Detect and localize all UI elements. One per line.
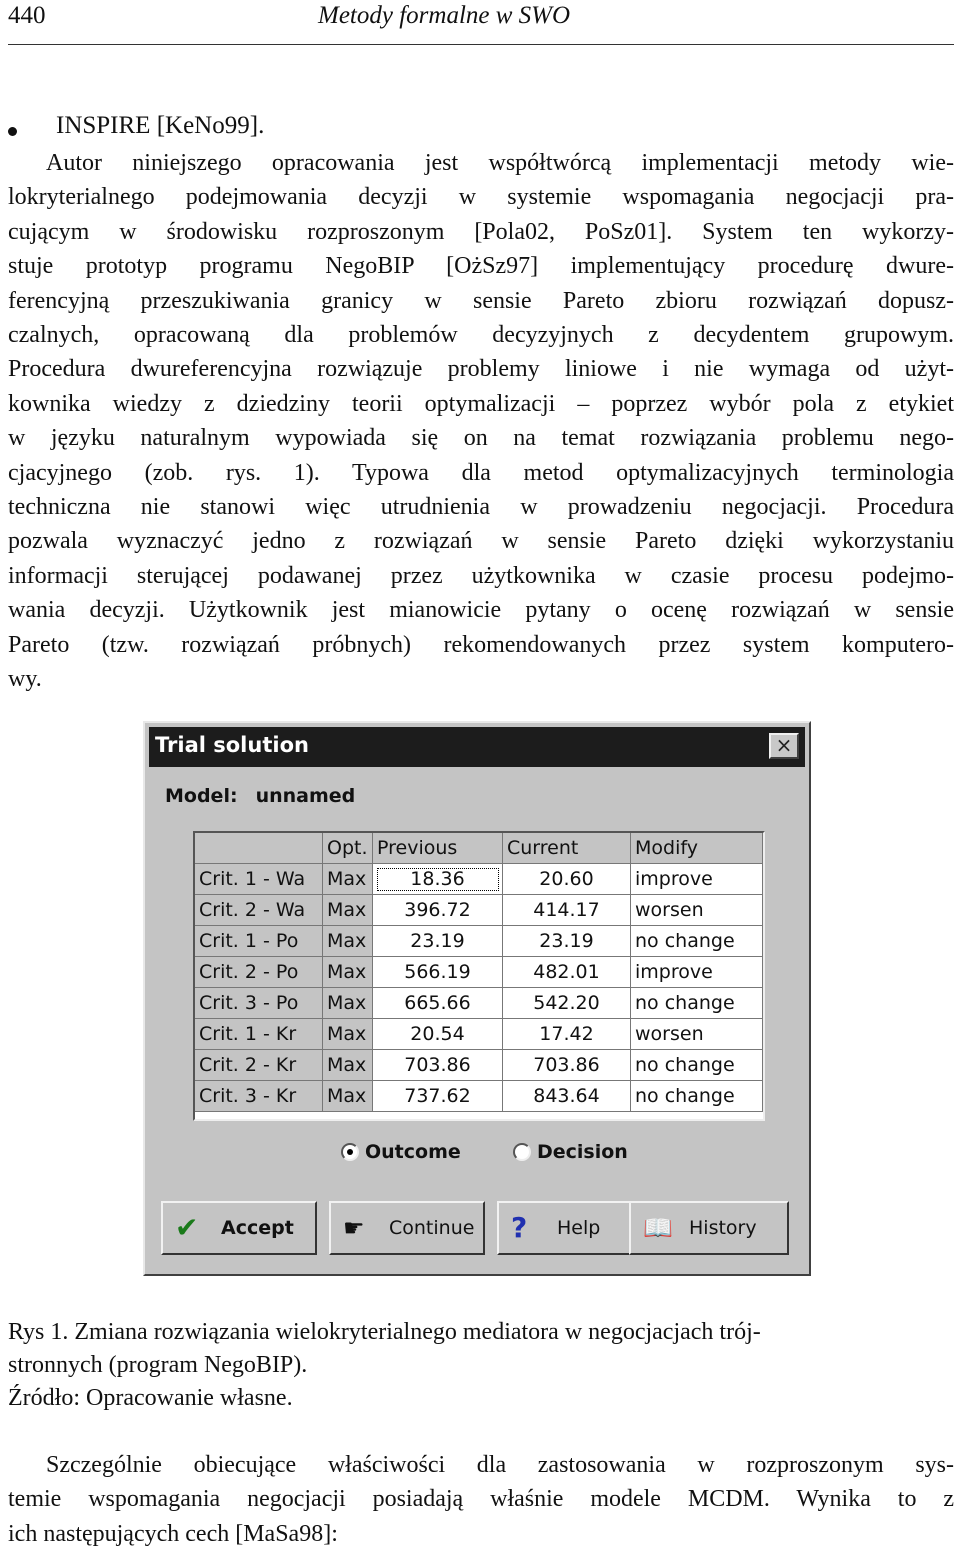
current-cell[interactable]: 482.01 <box>503 957 631 988</box>
accept-button[interactable] <box>161 1201 317 1255</box>
previous-cell[interactable]: 703.86 <box>373 1050 503 1081</box>
radio-empty-icon <box>513 1143 531 1161</box>
current-cell[interactable]: 703.86 <box>503 1050 631 1081</box>
criterion-cell[interactable]: Crit. 1 - Kr <box>195 1019 323 1050</box>
current-cell[interactable]: 17.42 <box>503 1019 631 1050</box>
radio-outcome[interactable] <box>341 1141 461 1163</box>
current-cell[interactable]: 843.64 <box>503 1081 631 1112</box>
running-title: Metody formalne w SWO <box>318 2 571 29</box>
radio-selected-icon <box>341 1143 359 1161</box>
criterion-cell[interactable]: Crit. 2 - Kr <box>195 1050 323 1081</box>
criterion-cell[interactable]: Crit. 1 - Wa <box>195 864 323 895</box>
dialog-title: Trial solution <box>155 733 309 757</box>
book-icon: 📖 <box>643 1214 673 1242</box>
previous-cell[interactable]: 396.72 <box>373 895 503 926</box>
column-header-current: Current <box>503 833 631 864</box>
previous-cell[interactable]: 665.66 <box>373 988 503 1019</box>
modify-cell[interactable]: no change <box>631 1081 763 1112</box>
criterion-cell[interactable]: Crit. 1 - Po <box>195 926 323 957</box>
column-header-criterion <box>195 833 323 864</box>
radio-outcome-label: Outcome <box>365 1141 461 1163</box>
paragraph-2 <box>8 1448 954 1551</box>
table-row[interactable] <box>195 1050 763 1081</box>
current-cell[interactable]: 23.19 <box>503 926 631 957</box>
help-label: Help <box>557 1217 601 1239</box>
history-button[interactable] <box>629 1201 789 1255</box>
model-line <box>165 785 355 807</box>
previous-cell[interactable]: 18.36 <box>373 864 503 895</box>
criterion-cell[interactable]: Crit. 2 - Po <box>195 957 323 988</box>
figure-caption <box>8 1316 954 1415</box>
text-line: wy. <box>8 666 42 693</box>
criterion-cell[interactable]: Crit. 3 - Kr <box>195 1081 323 1112</box>
opt-cell[interactable]: Max <box>323 926 373 957</box>
caption-line: stronnych (program NegoBIP). <box>8 1352 308 1378</box>
close-button[interactable]: × <box>769 733 799 759</box>
radio-decision-label: Decision <box>537 1141 628 1163</box>
continue-button[interactable] <box>329 1201 485 1255</box>
criterion-cell[interactable]: Crit. 3 - Po <box>195 988 323 1019</box>
caption-line: Rys 1. Zmiana rozwiązania wielokryterialnego mediatora w negocjacjach trój- <box>8 1319 761 1345</box>
opt-cell[interactable]: Max <box>323 1081 373 1112</box>
column-header-modify: Modify <box>631 833 763 864</box>
pointing-hand-icon: ☛ <box>343 1214 365 1242</box>
page-number: 440 <box>8 2 46 29</box>
table-row[interactable] <box>195 957 763 988</box>
modify-cell[interactable]: improve <box>631 957 763 988</box>
history-label: History <box>689 1217 757 1239</box>
page-header <box>8 0 954 45</box>
current-cell[interactable]: 414.17 <box>503 895 631 926</box>
text-line: czalnych, opracowaną dla problemów decyzyjnych z decydentem grupowym. <box>8 322 954 349</box>
text-line: Szczególnie obiecujące właściwości dla zastosowania w rozproszonym sys- <box>46 1452 954 1478</box>
bullet-dot-icon <box>8 127 17 136</box>
text-line: Pareto (tzw. rozwiązań próbnych) rekomendowanych przez system komputero- <box>8 631 954 658</box>
text-line: kownika wiedzy z dziedziny teorii optymalizacji – poprzez wybór pola z etykiet <box>8 390 954 417</box>
table-row[interactable] <box>195 895 763 926</box>
checkmark-icon: ✔ <box>175 1211 199 1244</box>
previous-cell[interactable]: 20.54 <box>373 1019 503 1050</box>
trial-solution-dialog <box>143 721 811 1276</box>
text-line: ferencyjną przeszukiwania granicy w sensie Pareto zbioru rozwiązań dopusz- <box>8 287 954 314</box>
table-row[interactable] <box>195 864 763 895</box>
text-line: cującym w środowisku rozproszonym [Pola02, PoSz01]. System ten wykorzy- <box>8 218 954 245</box>
current-cell[interactable]: 20.60 <box>503 864 631 895</box>
paragraph-1 <box>8 146 954 697</box>
table-row[interactable] <box>195 1019 763 1050</box>
modify-cell[interactable]: no change <box>631 1050 763 1081</box>
table-row[interactable] <box>195 926 763 957</box>
table-row[interactable] <box>195 988 763 1019</box>
text-line: pozwala wyznaczyć jedno z rozwiązań w sensie Pareto dzięki wykorzystaniu <box>8 528 954 555</box>
accept-label: Accept <box>221 1217 294 1239</box>
opt-cell[interactable]: Max <box>323 1019 373 1050</box>
continue-label: Continue <box>389 1217 475 1239</box>
model-label: Model: <box>165 785 238 807</box>
text-line: Autor niniejszego opracowania jest współtwórcą implementacji metody wie- <box>46 150 954 176</box>
text-line: w języku naturalnym wypowiada się on na temat rozwiązania problemu nego- <box>8 425 954 452</box>
opt-cell[interactable]: Max <box>323 864 373 895</box>
question-mark-icon: ? <box>511 1211 528 1244</box>
text-line: temie wspomagania negocjacji posiadają właśnie modele MCDM. Wynika to z <box>8 1486 954 1513</box>
opt-cell[interactable]: Max <box>323 988 373 1019</box>
modify-cell[interactable]: no change <box>631 926 763 957</box>
previous-cell[interactable]: 566.19 <box>373 957 503 988</box>
text-line: stuje prototyp programu NegoBIP [OżSz97] implementujący procedurę dwure- <box>8 253 954 280</box>
table-header-row <box>195 833 763 864</box>
opt-cell[interactable]: Max <box>323 957 373 988</box>
model-value: unnamed <box>255 785 356 807</box>
modify-cell[interactable]: no change <box>631 988 763 1019</box>
caption-source: Źródło: Opracowanie własne. <box>8 1385 293 1411</box>
table-row[interactable] <box>195 1081 763 1112</box>
text-line: wania decyzji. Użytkownik jest mianowicie pytany o ocenę rozwiązań w sensie <box>8 597 954 624</box>
current-cell[interactable]: 542.20 <box>503 988 631 1019</box>
opt-cell[interactable]: Max <box>323 1050 373 1081</box>
text-line: Procedura dwureferencyjna rozwiązuje problemy liniowe i nie wymaga od użyt- <box>8 356 954 383</box>
text-line: techniczna nie stanowi więc utrudnienia w prowadzeniu negocjacji. Procedura <box>8 494 954 521</box>
bullet-text: INSPIRE [KeNo99]. <box>56 112 265 139</box>
text-line: ich następujących cech [MaSa98]: <box>8 1520 338 1547</box>
modify-cell[interactable]: worsen <box>631 895 763 926</box>
previous-cell[interactable]: 23.19 <box>373 926 503 957</box>
previous-cell[interactable]: 737.62 <box>373 1081 503 1112</box>
text-line: informacji sterującej podawanej przez użytkownika w czasie procesu podejmo- <box>8 562 954 589</box>
opt-cell[interactable]: Max <box>323 895 373 926</box>
column-header-opt: Opt. <box>323 833 373 864</box>
text-line: lokryterialnego podejmowania decyzji w systemie wspomagania negocjacji pra- <box>8 184 954 211</box>
modify-cell[interactable]: improve <box>631 864 763 895</box>
criterion-cell[interactable]: Crit. 2 - Wa <box>195 895 323 926</box>
text-line: cjacyjnego (zob. rys. 1). Typowa dla metod optymalizacyjnych terminologia <box>8 459 954 486</box>
dialog-titlebar[interactable] <box>149 727 805 767</box>
criteria-table <box>193 831 765 1121</box>
radio-decision[interactable] <box>513 1141 628 1163</box>
column-header-previous: Previous <box>373 833 503 864</box>
modify-cell[interactable]: worsen <box>631 1019 763 1050</box>
